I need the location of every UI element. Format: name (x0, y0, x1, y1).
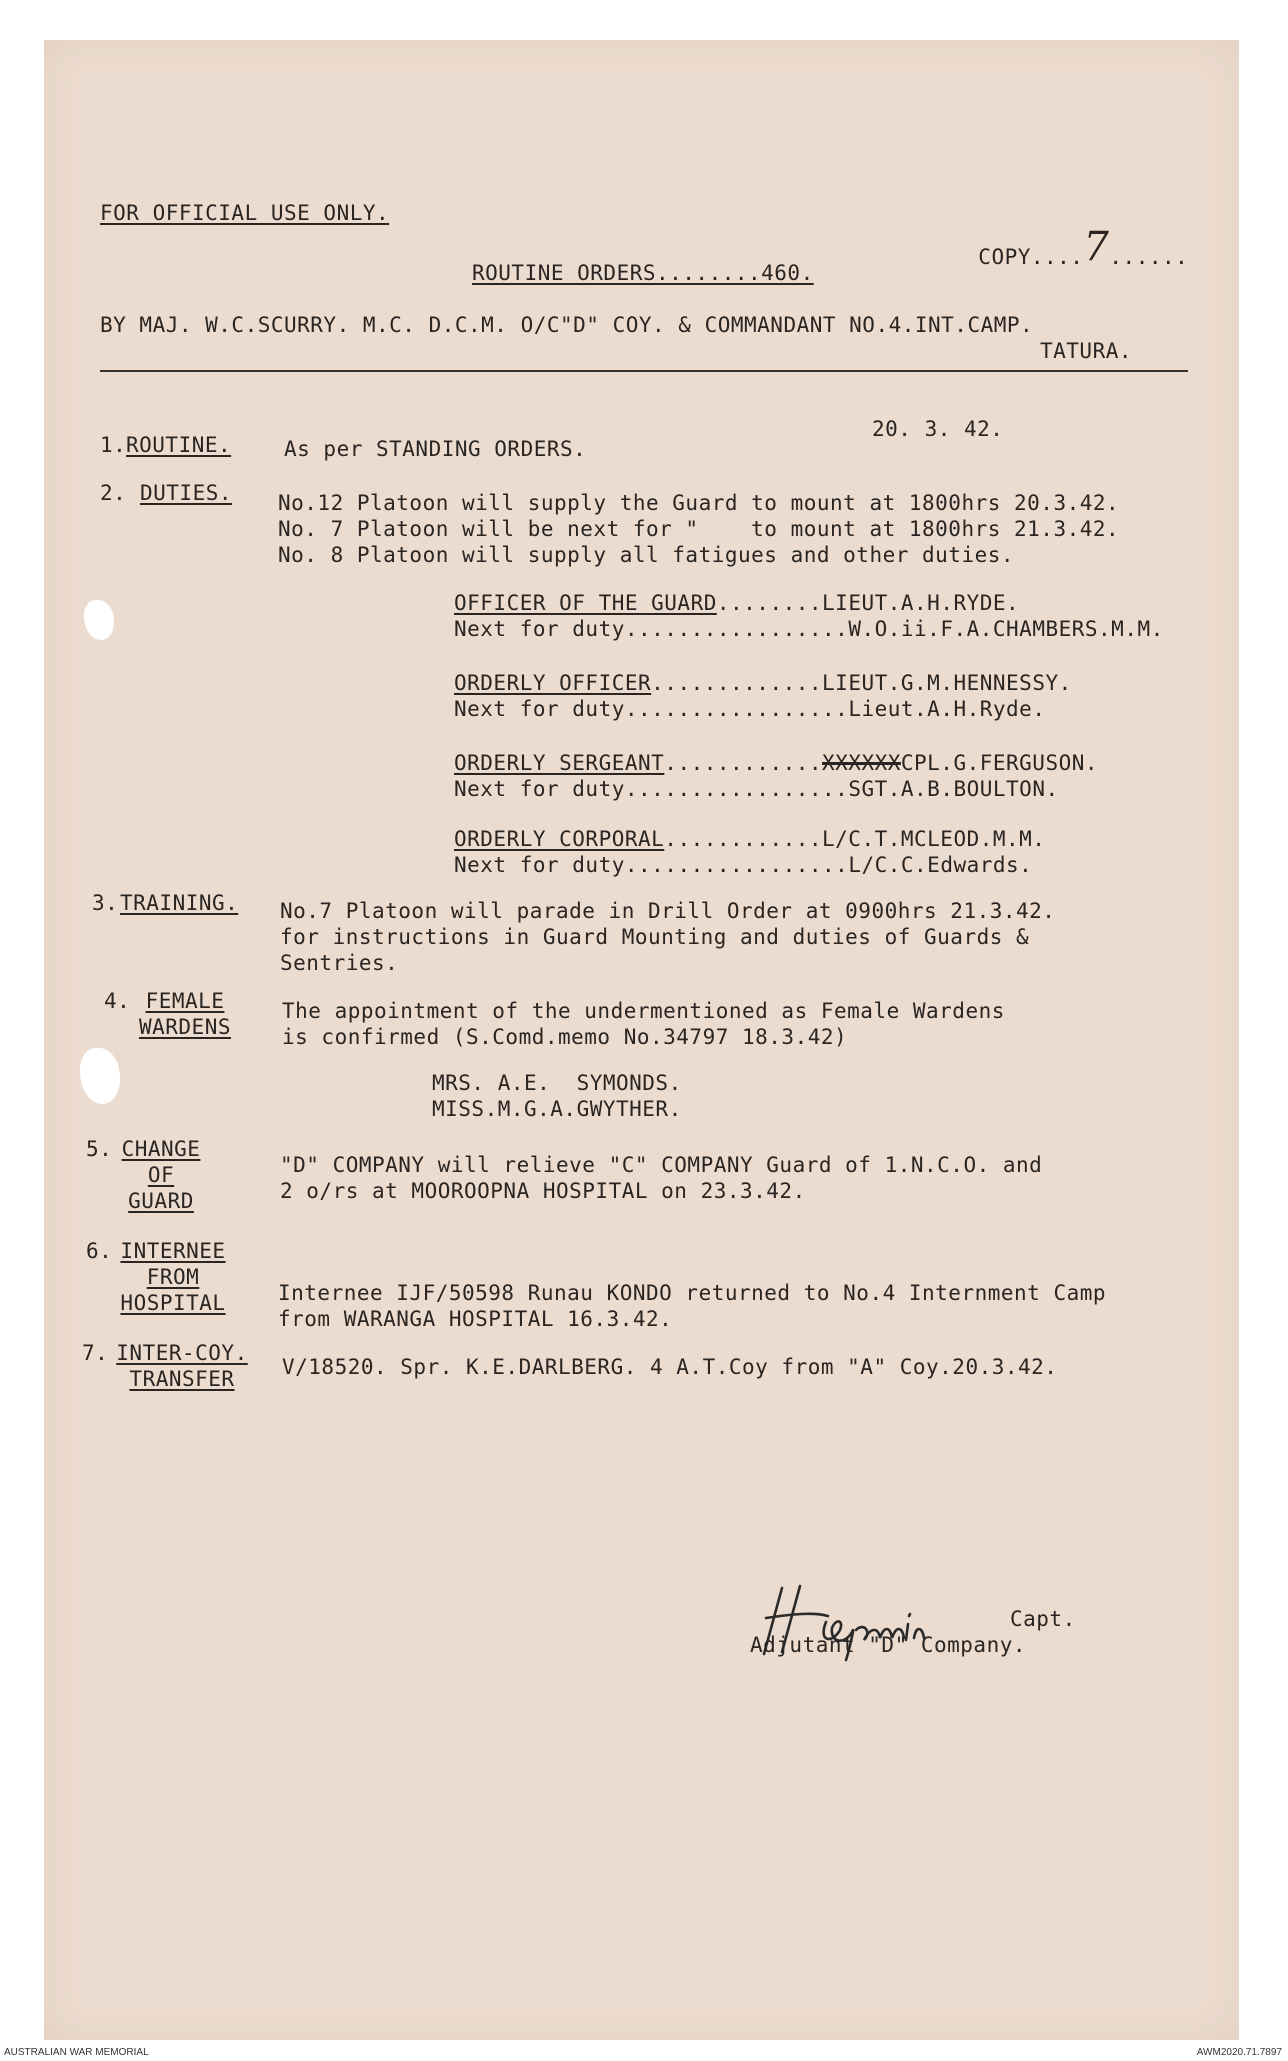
order-5-number: 5. (86, 1137, 113, 1161)
order-1-number: 1. (100, 433, 127, 457)
order-3-number: 3. (92, 891, 119, 915)
order-1-text: As per STANDING ORDERS. (284, 437, 587, 461)
order-2-heading: DUTIES. (140, 481, 233, 505)
roster-name: CPL.G.FERGUSON. (900, 751, 1099, 775)
signature-rank: Capt. (1010, 1607, 1076, 1631)
roster-name: LIEUT.A.H.RYDE. (822, 591, 1020, 615)
order-5-heading: GUARD (128, 1189, 194, 1213)
classification-label: FOR OFFICIAL USE ONLY. (100, 201, 390, 225)
next-dots: ................. (624, 617, 849, 641)
roster-next-for-duty (454, 696, 1045, 722)
next-dots: ................. (624, 777, 849, 801)
order-6-heading: HOSPITAL (120, 1291, 226, 1315)
change-guard-line: 2 o/rs at MOOROOPNA HOSPITAL on 23.3.42. (280, 1179, 806, 1203)
next-name: SGT.A.B.BOULTON. (848, 777, 1059, 801)
header-divider (100, 370, 1188, 372)
order-7-heading: INTER-COY. (116, 1341, 248, 1365)
roster-name: L/C.T.MCLEOD.M.M. (822, 827, 1046, 851)
internee-line: from WARANGA HOSPITAL 16.3.42. (278, 1307, 673, 1331)
roster-role: ORDERLY CORPORAL (454, 827, 665, 851)
order-4-number: 4. (104, 989, 131, 1013)
next-name: W.O.ii.F.A.CHAMBERS.M.M. (848, 617, 1164, 641)
roster-name: LIEUT.G.M.HENNESSY. (822, 671, 1072, 695)
order-2-number: 2. (100, 481, 127, 505)
roster-next-for-duty (454, 616, 1164, 642)
roster-orderly-sergeant (454, 750, 1098, 776)
wardens-line: is confirmed (S.Comd.memo No.34797 18.3.42) (282, 1025, 848, 1049)
order-7-number: 7. (82, 1341, 109, 1365)
issuer-line: BY MAJ. W.C.SCURRY. M.C. D.C.M. O/C"D" COY. & COMMANDANT NO.4.INT.CAMP. (100, 313, 1034, 337)
order-6-heading: FROM (146, 1265, 200, 1289)
copy-number: 7 (1083, 224, 1110, 270)
next-name: L/C.C.Edwards. (848, 853, 1033, 877)
duties-line: No. 8 Platoon will supply all fatigues and other duties. (278, 543, 1015, 567)
roster-orderly-officer (454, 670, 1072, 696)
change-guard-line: "D" COMPANY will relieve "C" COMPANY Guard of 1.N.C.O. and (280, 1153, 1043, 1177)
next-label: Next for duty (454, 853, 625, 877)
issuer-location: TATURA. (1040, 339, 1133, 363)
next-label: Next for duty (454, 697, 625, 721)
roster-role: OFFICER OF THE GUARD (454, 591, 717, 615)
roster-next-for-duty (454, 776, 1059, 802)
copy-dots: ...... (1109, 245, 1189, 269)
warden-name: MISS.M.G.A.GWYTHER. (432, 1097, 682, 1121)
copy-label: COPY.... (978, 245, 1084, 269)
order-5-heading: CHANGE (121, 1137, 201, 1161)
next-name: Lieut.A.H.Ryde. (848, 697, 1046, 721)
roster-role: ORDERLY OFFICER (454, 671, 652, 695)
footer-accession-number: AWM2020.71.7897 (1196, 2047, 1282, 2058)
order-date: 20. 3. 42. (872, 417, 1004, 441)
next-dots: ................. (624, 853, 849, 877)
order-7-heading: TRANSFER (129, 1367, 235, 1391)
duties-line: No. 7 Platoon will be next for " to mount at 1800hrs 21.3.42. (278, 517, 1120, 541)
transfer-text: V/18520. Spr. K.E.DARLBERG. 4 A.T.Coy from "A" Coy.20.3.42. (282, 1355, 1058, 1379)
training-line: for instructions in Guard Mounting and duties of Guards & (280, 925, 1030, 949)
duties-line: No.12 Platoon will supply the Guard to mount at 1800hrs 20.3.42. (278, 491, 1120, 515)
next-label: Next for duty (454, 617, 625, 641)
roster-officer-of-guard (454, 590, 1019, 616)
roster-dots: ............ (664, 751, 823, 775)
wardens-line: The appointment of the undermentioned as Female Wardens (282, 999, 1005, 1023)
internee-line: Internee IJF/50598 Runau KONDO returned to No.4 Internment Camp (278, 1281, 1107, 1305)
order-1-heading: ROUTINE. (126, 433, 232, 457)
roster-orderly-corporal (454, 826, 1045, 852)
order-6-number: 6. (86, 1239, 113, 1263)
order-4-heading: FEMALE (145, 989, 225, 1013)
training-line: No.7 Platoon will parade in Drill Order at 0900hrs 21.3.42. (280, 899, 1056, 923)
order-3-heading: TRAINING. (120, 891, 239, 915)
roster-dots: ........ (716, 591, 823, 615)
signature-position: Adjutant "D" Company. (750, 1633, 1027, 1657)
order-4-heading: WARDENS (138, 1015, 231, 1039)
roster-dots: ............ (664, 827, 823, 851)
next-label: Next for duty (454, 777, 625, 801)
footer-archive-name: AUSTRALIAN WAR MEMORIAL (4, 2047, 149, 2058)
copy-field (952, 212, 1188, 270)
order-6-heading: INTERNEE (120, 1239, 226, 1263)
order-5-heading: OF (147, 1163, 175, 1187)
struck-text: XXXXXX (822, 751, 901, 775)
next-dots: ................. (624, 697, 849, 721)
roster-dots: ............. (651, 671, 823, 695)
training-line: Sentries. (280, 951, 399, 975)
warden-name: MRS. A.E. SYMONDS. (432, 1071, 682, 1095)
document-title: ROUTINE ORDERS........460. (472, 261, 814, 285)
roster-role: ORDERLY SERGEANT (454, 751, 665, 775)
roster-next-for-duty (454, 852, 1032, 878)
